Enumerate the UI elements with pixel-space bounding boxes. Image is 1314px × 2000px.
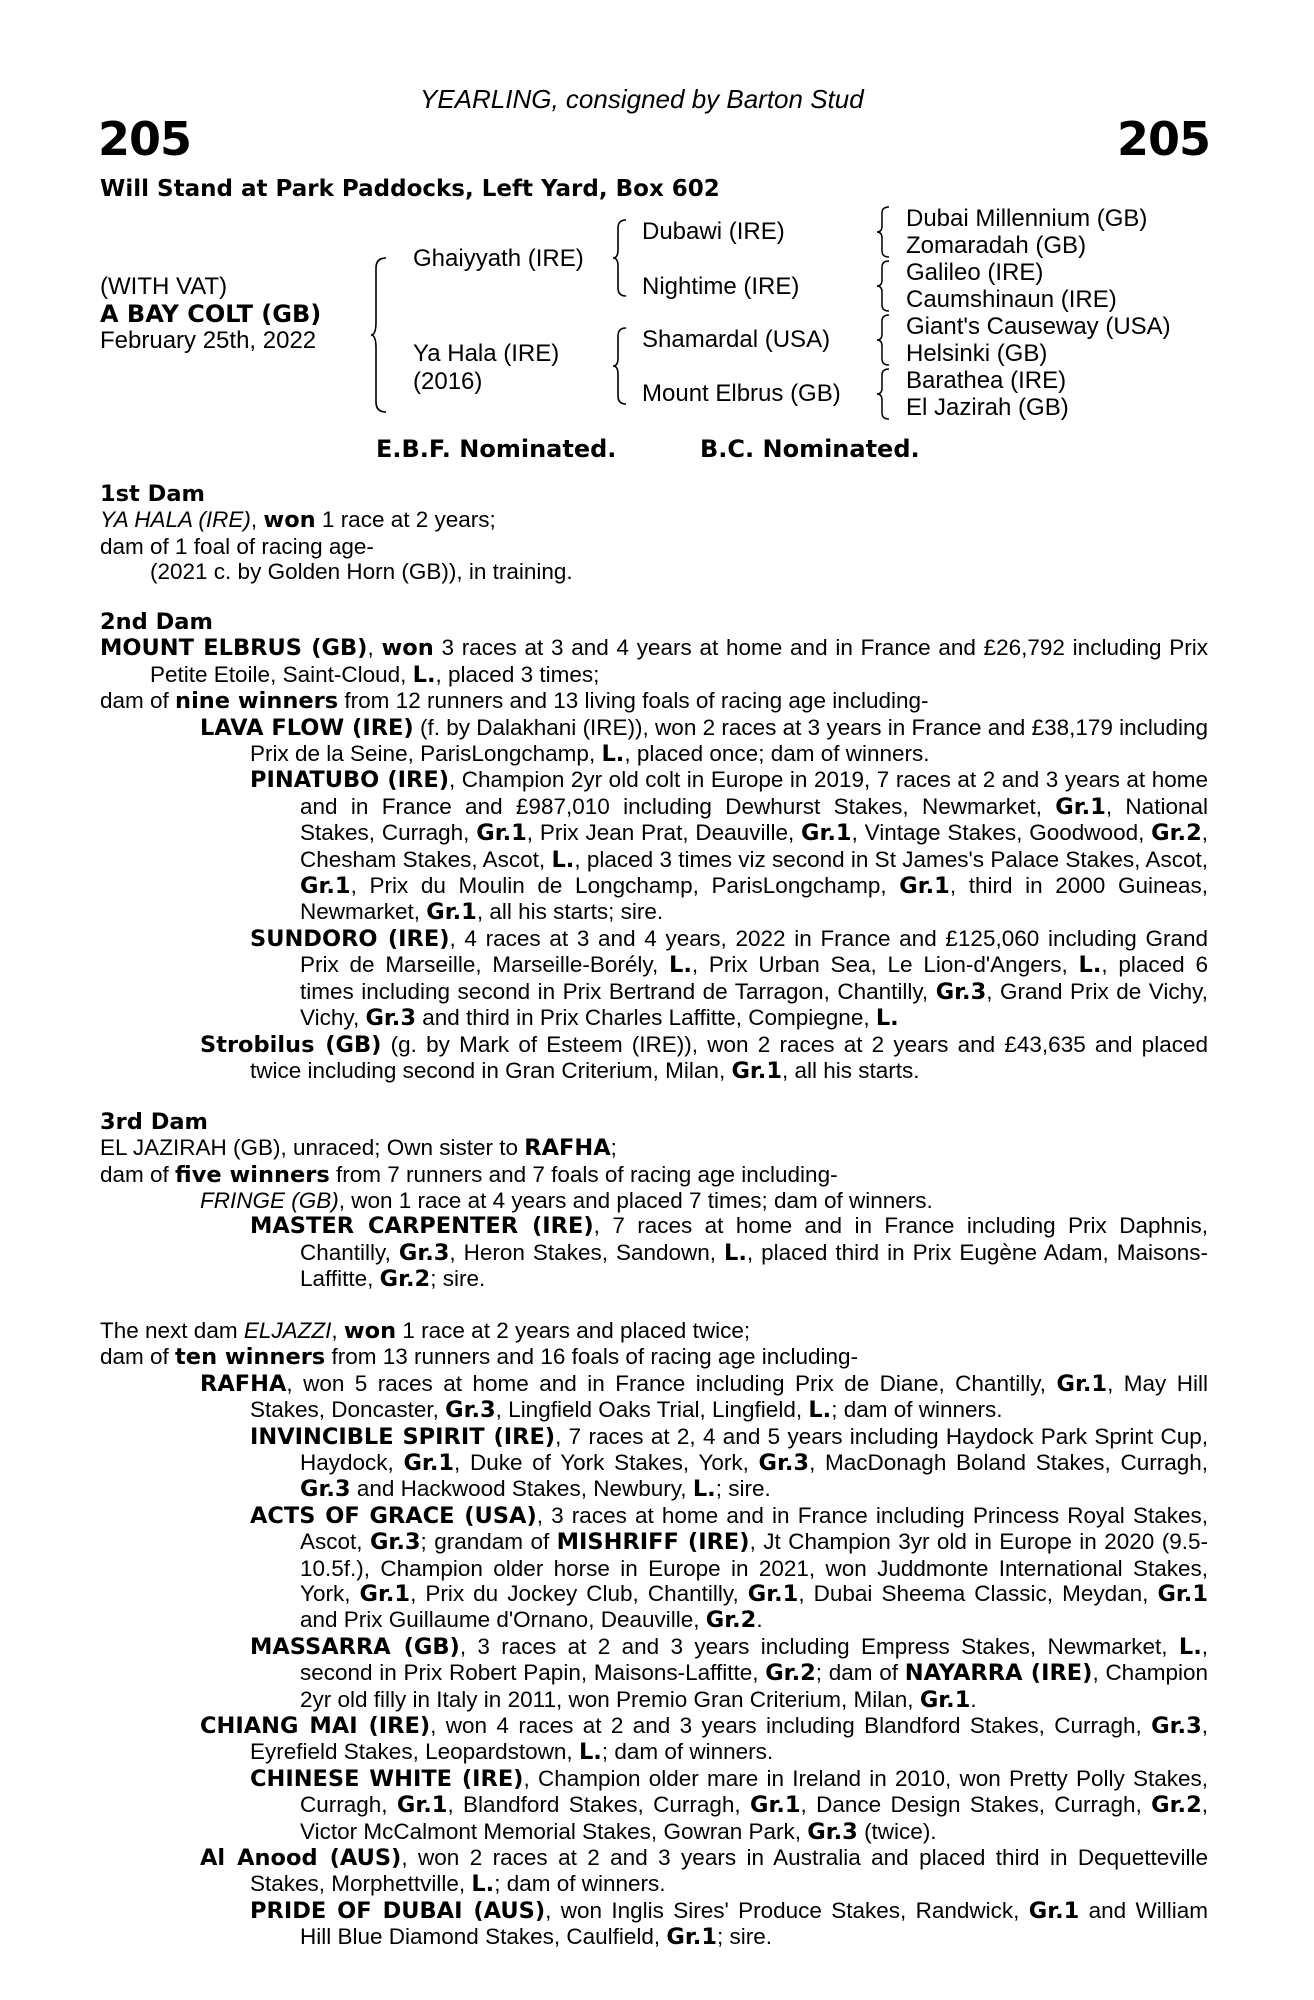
pedigree-brace-3d [876, 367, 892, 421]
entry-chinese-white: CHINESE WHITE (IRE), Champion older mare in Ireland in 2010, won Pretty Polly Stakes, Curragh, Gr.1, Blandford Stakes, Curragh, Gr.1, Dance Design Stakes, Curragh, Gr.2, Victor McCalmont Memorial Stakes, Gowran Park, Gr.3 (twice). [250, 1765, 1209, 1845]
entry-master-carpenter: MASTER CARPENTER (IRE), 7 races at home and in France including Prix Daphnis, Chantilly, Gr.3, Heron Stakes, Sandown, L., placed third in Prix Eugène Adam, Maisons-Laffitte, Gr.2; sire. [250, 1213, 1208, 1293]
entry-sundoro: SUNDORO (IRE), 4 races at 3 and 4 years, 2022 in France and £125,060 including Grand Prix de Marseille, Marseille-Borély, L., Prix Urban Sea, Le Lion-d'Angers, L., placed 6 times including second in Prix Bertrand de Tarragon, Chantilly, Gr.3, Grand Prix de Vichy, Vichy, Gr.3 and third in Prix Charles Laffitte, Compiegne, L. [250, 925, 1208, 1032]
vat-note: (WITH VAT) [100, 273, 228, 300]
entry-invincible-spirit: INVINCIBLE SPIRIT (IRE), 7 races at 2, 4 and 5 years including Haydock Park Sprint Cup, Haydock, Gr.1, Duke of York Stakes, York, Gr.3, MacDonagh Boland Stakes, Curragh, Gr.3 and Hackwood Stakes, Newbury, L.; sire. [250, 1423, 1208, 1503]
dam-dam: Mount Elbrus (GB) [642, 380, 841, 407]
entry-al-anood: Al Anood (AUS), won 2 races at 2 and 3 years in Australia and placed third in Dequetteville Stakes, Morphettville, L.; dam of winners. [200, 1845, 1208, 1898]
ebf-nominated: E.B.F. Nominated. [376, 435, 617, 463]
first-dam-heading: 1st Dam [100, 481, 205, 507]
foaling-date: February 25th, 2022 [100, 327, 317, 354]
second-dam-produce-summary: dam of nine winners from 12 runners and 13 living foals of racing age including- [100, 688, 929, 715]
first-dam-produce: (2021 c. by Golden Horn (GB)), in training. [150, 559, 573, 585]
entry-pride-of-dubai: PRIDE OF DUBAI (AUS), won Inglis Sires' Produce Stakes, Randwick, Gr.1 and William Hill Blue Diamond Stakes, Caulfield, Gr.1; sire. [250, 1897, 1208, 1951]
gen3-8: El Jazirah (GB) [906, 394, 1069, 421]
entry-massarra: MASSARRA (GB), 3 races at 2 and 3 years including Empress Stakes, Newmarket, L., second in Prix Robert Papin, Maisons-Laffitte, Gr.2; dam of NAYARRA (IRE), Champion 2yr old filly in Italy in 2011, won Premio Gran Criterium, Milan, Gr.1. [250, 1633, 1209, 1713]
lot-number-right: 205 [1116, 112, 1210, 166]
dam-year: (2016) [413, 368, 483, 395]
consignment-line: YEARLING, consigned by Barton Stud [420, 84, 864, 114]
gen3-5: Giant's Causeway (USA) [906, 313, 1171, 340]
third-dam-heading: 3rd Dam [100, 1108, 208, 1135]
entry-chiang-mai: CHIANG MAI (IRE), won 4 races at 2 and 3 years including Blandford Stakes, Curragh, Gr.3, Eyrefield Stakes, Leopardstown, L.; dam of winners. [200, 1713, 1208, 1766]
second-dam-heading: 2nd Dam [100, 609, 213, 636]
pedigree-brace-3a [876, 205, 892, 259]
entry-pinatubo: PINATUBO (IRE), Champion 2yr old colt in Europe in 2019, 7 races at 2 and 3 years at home and in France and £987,010 including Dewhurst Stakes, Newmarket, Gr.1, National Stakes, Curragh, Gr.1, Prix Jean Prat, Deauville, Gr.1, Vintage Stakes, Goodwood, Gr.2, Chesham Stakes, Ascot, L., placed 3 times viz second in St James's Palace Stakes, Ascot, Gr.1, Prix du Moulin de Longchamp, ParisLongchamp, Gr.1, third in 2000 Guineas, Newmarket, Gr.1, all his starts; sire. [250, 767, 1208, 926]
first-dam-foals: dam of 1 foal of racing age- [100, 533, 374, 559]
third-dam-line: EL JAZIRAH (GB), unraced; Own sister to RAFHA; [100, 1135, 617, 1162]
second-dam-entry: MOUNT ELBRUS (GB), won 3 races at 3 and 4 years at home and in France and £26,792 including Prix Petite Etoile, Saint-Cloud, L., placed 3 times; [100, 635, 1208, 688]
next-dam-produce-summary: dam of ten winners from 13 runners and 16 foals of racing age including- [100, 1344, 859, 1371]
pedigree-brace-3b [876, 259, 892, 313]
gen3-2: Zomaradah (GB) [906, 232, 1087, 259]
entry-acts-of-grace: ACTS OF GRACE (USA), 3 races at home and in France including Princess Royal Stakes, Ascot, Gr.3; grandam of MISHRIFF (IRE), Jt Champion 3yr old in Europe in 2020 (9.5-10.5f.), Champion older horse in Europe in 2021, won Juddmonte International Stakes, York, Gr.1, Prix du Jockey Club, Chantilly, Gr.1, Dubai Sheema Classic, Meydan, Gr.1 and Prix Guillaume d'Ornano, Deauville, Gr.2. [250, 1502, 1208, 1634]
sire-sire: Dubawi (IRE) [642, 218, 785, 245]
bc-nominated: B.C. Nominated. [700, 435, 920, 463]
dam-sire: Shamardal (USA) [642, 326, 831, 353]
lot-number-left: 205 [98, 112, 192, 166]
third-dam-produce-summary: dam of five winners from 7 runners and 7 foals of racing age including- [100, 1161, 838, 1188]
entry-rafha: RAFHA, won 5 races at home and in France including Prix de Diane, Chantilly, Gr.1, May Hill Stakes, Doncaster, Gr.3, Lingfield Oaks Trial, Lingfield, L.; dam of winners. [200, 1370, 1208, 1424]
pedigree-brace-2b [612, 326, 630, 406]
next-dam-line: The next dam ELJAZZI, won 1 race at 2 years and placed twice; [100, 1317, 751, 1344]
stand-location: Will Stand at Park Paddocks, Left Yard, Box 602 [100, 176, 720, 202]
dam: Ya Hala (IRE) [413, 340, 560, 367]
first-dam-line: YA HALA (IRE), won 1 race at 2 years; [100, 507, 496, 534]
entry-strobilus: Strobilus (GB) (g. by Mark of Esteem (IRE)), won 2 races at 2 years and £43,635 and placed twice including second in Gran Criterium, Milan, Gr.1, all his starts. [200, 1031, 1208, 1084]
gen3-4: Caumshinaun (IRE) [906, 286, 1117, 313]
gen3-1: Dubai Millennium (GB) [906, 205, 1148, 232]
entry-fringe: FRINGE (GB), won 1 race at 4 years and placed 7 times; dam of winners. [200, 1187, 933, 1213]
pedigree-brace-2a [612, 218, 630, 298]
sire: Ghaiyyath (IRE) [413, 245, 584, 272]
sire-dam: Nightime (IRE) [642, 273, 800, 300]
gen3-3: Galileo (IRE) [906, 259, 1044, 286]
pedigree-brace-1 [370, 256, 390, 414]
catalogue-body [100, 482, 1208, 1951]
horse-name: A BAY COLT (GB) [100, 300, 322, 328]
gen3-7: Barathea (IRE) [906, 367, 1067, 394]
entry-lava-flow: LAVA FLOW (IRE) (f. by Dalakhani (IRE)), won 2 races at 3 years in France and £38,179 including Prix de la Seine, ParisLongchamp, L., placed once; dam of winners. [200, 714, 1208, 768]
gen3-6: Helsinki (GB) [906, 340, 1048, 367]
pedigree-brace-3c [876, 313, 892, 367]
